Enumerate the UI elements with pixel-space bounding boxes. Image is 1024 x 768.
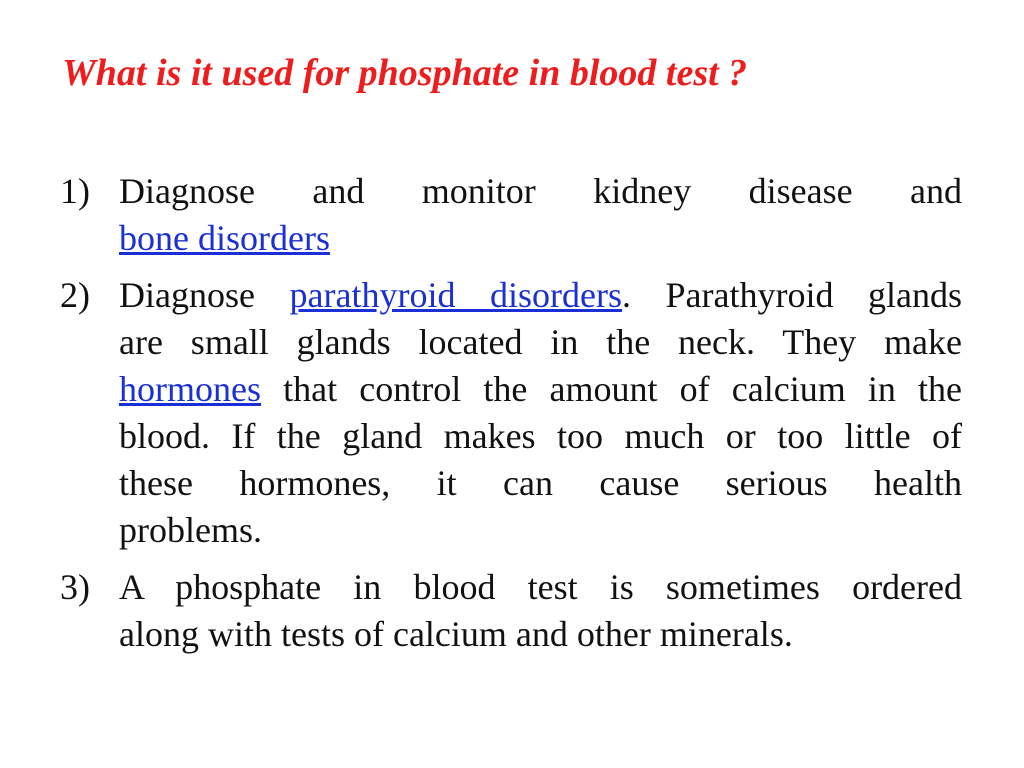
text-segment: problems. (119, 510, 262, 550)
text-line (119, 319, 962, 366)
text-segment: . Parathyroid glands (621, 275, 962, 315)
list-item-text (119, 564, 962, 658)
text-segment: Diagnose (119, 275, 290, 315)
text-line (119, 272, 962, 319)
hyperlink[interactable]: parathyroid disorders (289, 275, 622, 315)
list-item-text (119, 272, 962, 554)
text-segment: these hormones, it can cause serious health (119, 463, 962, 503)
list-item (60, 168, 962, 262)
slide-title: What is it used for phosphate in blood test ? (62, 52, 748, 94)
list-item-number: 2) (60, 275, 90, 315)
hyperlink[interactable]: hormones (119, 369, 261, 409)
list-item (60, 272, 962, 554)
text-segment: Diagnose and monitor kidney disease and (119, 171, 962, 211)
list-item (60, 564, 962, 658)
list-item-text (119, 168, 962, 262)
text-segment: blood. If the gland makes too much or too little of (119, 416, 962, 456)
hyperlink[interactable]: bone disorders (119, 218, 330, 258)
text-line (119, 413, 962, 460)
text-line (119, 366, 962, 413)
text-line (119, 611, 962, 658)
numbered-list (60, 168, 962, 668)
text-line (119, 215, 962, 262)
text-segment: that control the amount of calcium in the (260, 369, 962, 409)
text-segment: are small glands located in the neck. They make (119, 322, 962, 362)
list-item-number: 3) (60, 567, 90, 607)
text-line (119, 460, 962, 507)
text-line (119, 168, 962, 215)
text-line (119, 507, 962, 554)
text-line (119, 564, 962, 611)
text-segment: along with tests of calcium and other minerals. (119, 614, 793, 654)
list-item-number: 1) (60, 171, 90, 211)
text-segment: A phosphate in blood test is sometimes ordered (119, 567, 962, 607)
